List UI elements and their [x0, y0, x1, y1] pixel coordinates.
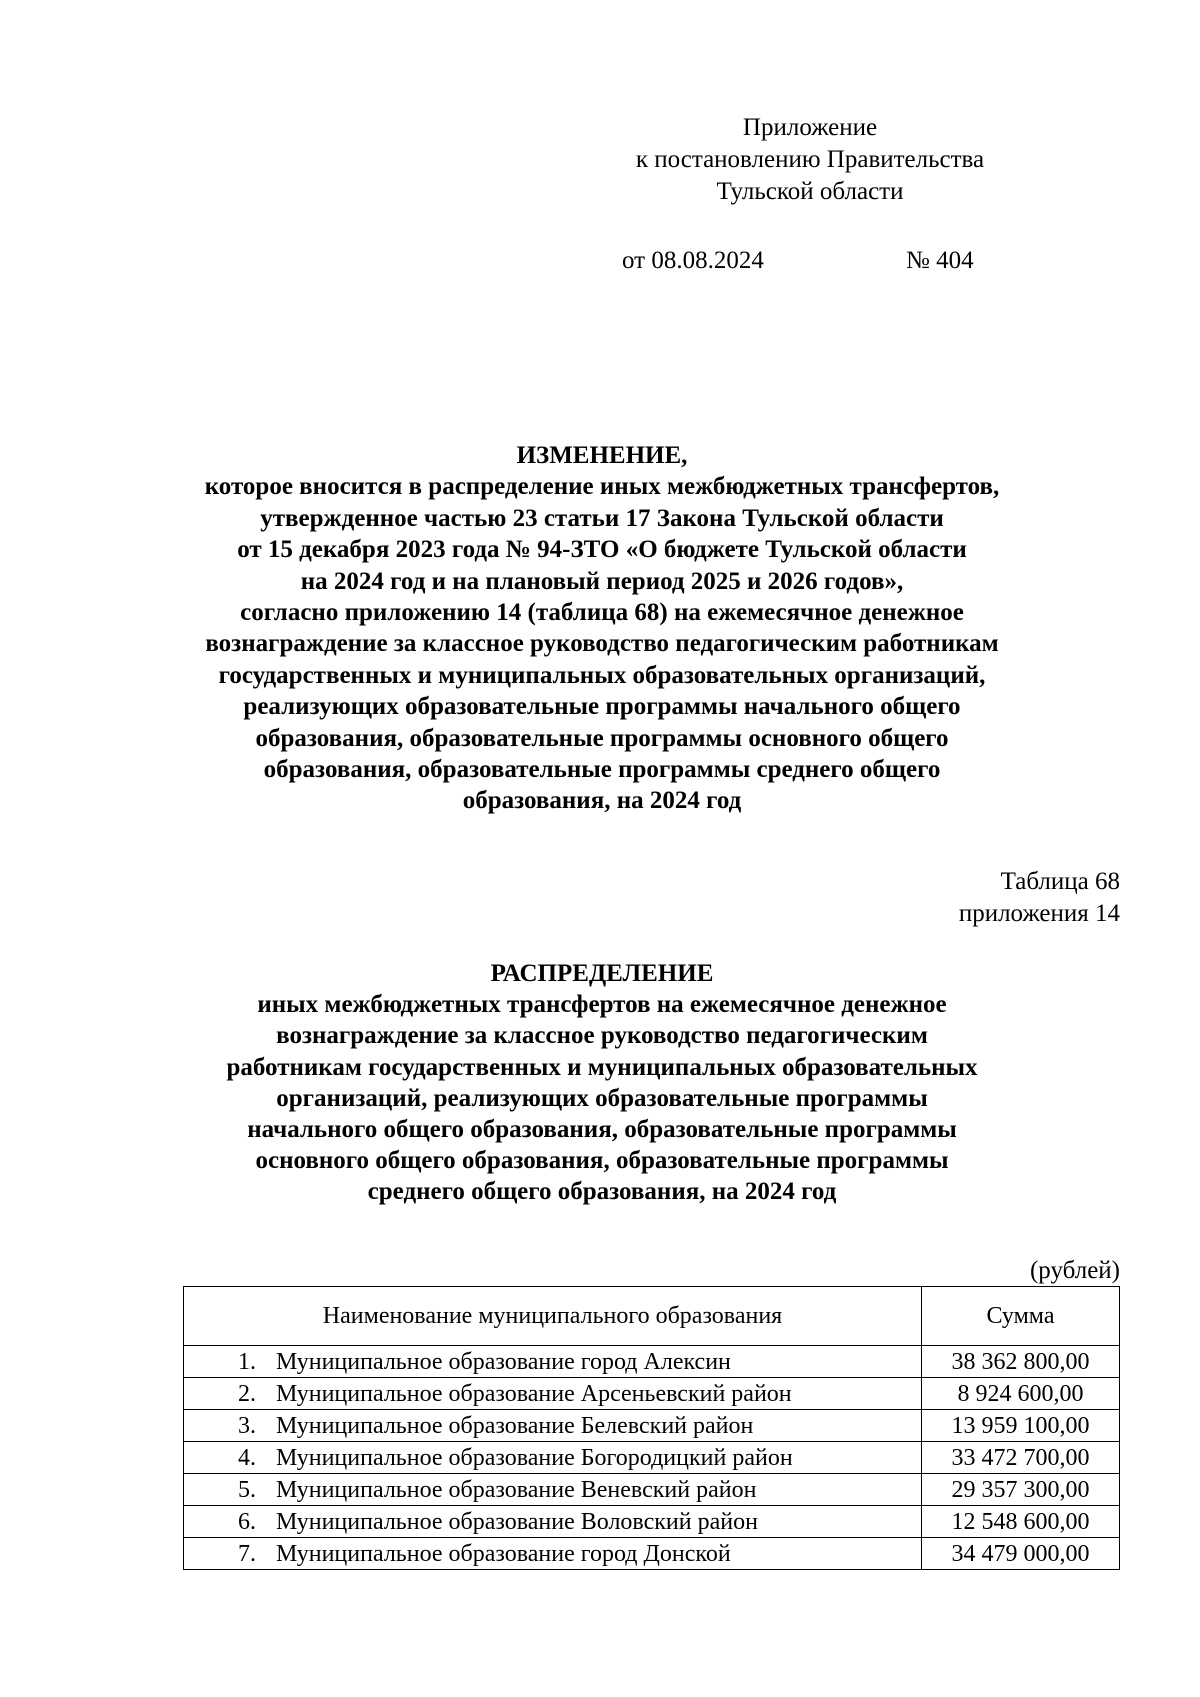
- row-number: 4.: [184, 1442, 263, 1474]
- row-municipality: Муниципальное образование Арсеньевский район: [262, 1378, 922, 1410]
- appendix-block: [600, 112, 1020, 208]
- table-header-row: [184, 1287, 1120, 1346]
- appendix-line-2: к постановлению Правительства: [635, 146, 985, 173]
- table-row: [184, 1474, 1120, 1506]
- table-row: [184, 1506, 1120, 1538]
- table-reference: [820, 866, 1120, 930]
- row-number: 2.: [184, 1378, 263, 1410]
- row-sum: 12 548 600,00: [922, 1506, 1120, 1538]
- change-title: [170, 440, 1034, 817]
- change-title-line: которое вносится в распределение иных межбюджетных трансфертов,: [204, 473, 1000, 501]
- distribution-title-line: вознаграждение за классное руководство педагогическим: [276, 1022, 928, 1050]
- row-sum: 38 362 800,00: [922, 1346, 1120, 1378]
- row-number: 3.: [184, 1410, 263, 1442]
- change-title-line: согласно приложению 14 (таблица 68) на ежемесячное денежное: [240, 599, 964, 627]
- row-number: 5.: [184, 1474, 263, 1506]
- table-reference-line-1: Таблица 68: [1000, 868, 1120, 895]
- distribution-title-line: иных межбюджетных трансфертов на ежемесячное денежное: [257, 991, 947, 1019]
- distribution-title-line: организаций, реализующих образовательные программы: [276, 1084, 928, 1112]
- row-sum: 8 924 600,00: [922, 1378, 1120, 1410]
- row-municipality: Муниципальное образование Белевский район: [262, 1410, 922, 1442]
- resolution-number: № 404: [906, 247, 974, 274]
- row-sum: 34 479 000,00: [922, 1538, 1120, 1570]
- distribution-title-line: среднего общего образования, на 2024 год: [367, 1178, 837, 1206]
- distribution-title: [170, 958, 1034, 1208]
- row-municipality: Муниципальное образование Богородицкий район: [262, 1442, 922, 1474]
- table-row: [184, 1442, 1120, 1474]
- change-title-line: государственных и муниципальных образовательных организаций,: [218, 661, 986, 689]
- row-number: 7.: [184, 1538, 263, 1570]
- distribution-title-line: начального общего образования, образовательные программы: [247, 1116, 957, 1144]
- table-row: [184, 1410, 1120, 1442]
- header-sum: Сумма: [922, 1287, 1120, 1346]
- appendix-line-3: Тульской области: [716, 178, 904, 205]
- row-number: 1.: [184, 1346, 263, 1378]
- distribution-title-line: работникам государственных и муниципальных образовательных: [226, 1053, 978, 1081]
- change-title-line: от 15 декабря 2023 года № 94-ЗТО «О бюджете Тульской области: [237, 536, 967, 564]
- units-label: (рублей): [1029, 1257, 1120, 1284]
- distribution-title-line: основного общего образования, образовательные программы: [255, 1147, 949, 1175]
- change-title-line: образования, образовательные программы среднего общего: [263, 756, 941, 784]
- row-number: 6.: [184, 1506, 263, 1538]
- row-municipality: Муниципальное образование Веневский район: [262, 1474, 922, 1506]
- table-row: [184, 1378, 1120, 1410]
- row-municipality: Муниципальное образование город Алексин: [262, 1346, 922, 1378]
- change-title-line: вознаграждение за классное руководство педагогическим работникам: [205, 630, 999, 658]
- table-row: [184, 1538, 1120, 1570]
- distribution-heading: РАСПРЕДЕЛЕНИЕ: [490, 960, 714, 987]
- row-sum: 29 357 300,00: [922, 1474, 1120, 1506]
- change-title-line: реализующих образовательные программы начального общего: [243, 693, 961, 721]
- row-municipality: Муниципальное образование город Донской: [262, 1538, 922, 1570]
- change-title-line: образования, на 2024 год: [462, 787, 742, 815]
- row-municipality: Муниципальное образование Воловский район: [262, 1506, 922, 1538]
- change-heading: ИЗМЕНЕНИЕ,: [516, 442, 688, 469]
- table-row: [184, 1346, 1120, 1378]
- table-reference-line-2: приложения 14: [958, 900, 1120, 927]
- header-municipality: Наименование муниципального образования: [184, 1287, 922, 1346]
- change-title-line: образования, образовательные программы основного общего: [255, 724, 949, 752]
- change-title-line: на 2024 год и на плановый период 2025 и 2026 годов»,: [300, 567, 904, 595]
- resolution-date: от 08.08.2024: [622, 247, 764, 274]
- row-sum: 13 959 100,00: [922, 1410, 1120, 1442]
- row-sum: 33 472 700,00: [922, 1442, 1120, 1474]
- appendix-line-1: Приложение: [742, 114, 878, 141]
- change-title-line: утвержденное частью 23 статьи 17 Закона Тульской области: [260, 504, 944, 532]
- distribution-table: [183, 1286, 1120, 1570]
